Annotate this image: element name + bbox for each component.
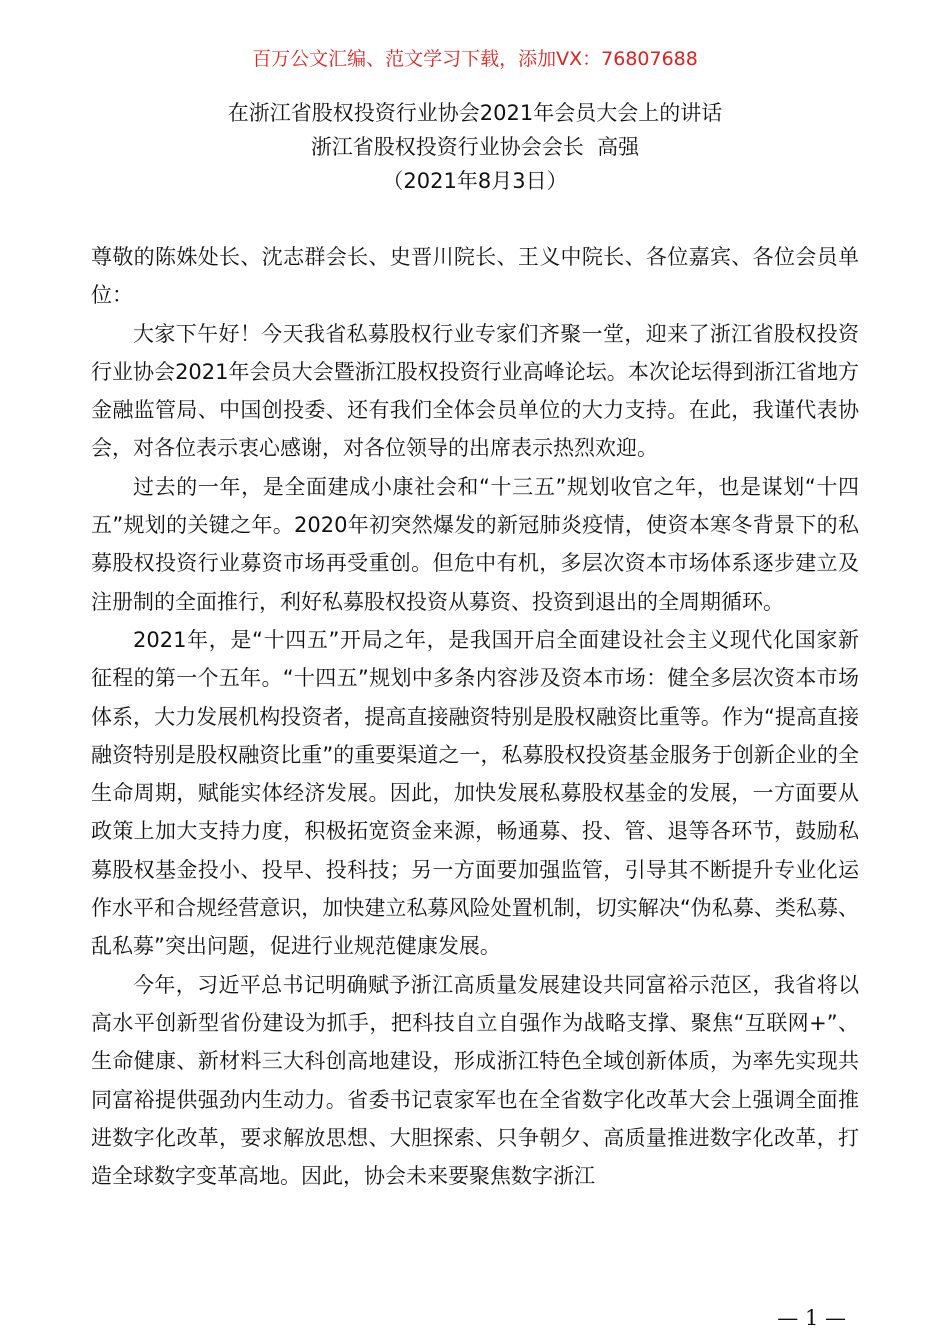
promo-banner: 百万公文汇编、范文学习下载，添加VX：76807688 — [252, 48, 698, 70]
body-paragraph: 过去的一年，是全面建成小康社会和“十三五”规划收官之年，也是谋划“十四五”规划的关键之年。2020年初突然爆发的新冠肺炎疫情，使资本寒冬背景下的私募股权投资行业募资市场再受重创。但危中有机，多层次资本市场体系逐步建立及注册制的全面推行，利好私募股权投资从募资、投资到退出的全周期循环。 — [91, 474, 859, 614]
speech-date: （2021年8月3日） — [382, 169, 568, 193]
body-paragraph: 大家下午好！今天我省私募股权行业专家们齐聚一堂，迎来了浙江省股权投资行业协会2021年会员大会暨浙江股权投资行业高峰论坛。本次论坛得到浙江省地方金融监管局、中国创投委、还有我们全体会员单位的大力支持。在此，我谨代表协会，对各位表示衷心感谢，对各位领导的出席表示热烈欢迎。 — [91, 321, 859, 461]
body-paragraph: 今年，习近平总书记明确赋予浙江高质量发展建设共同富裕示范区，我省将以高水平创新型省份建设为抓手，把科技自立自强作为战略支撑、聚焦“互联网+”、生命健康、新材料三大科创高地建设，形成浙江特色全域创新体质，为率先实现共同富裕提供强劲内生动力。省委书记袁家军也在全省数字化改革大会上强调全面推进数字化改革，要求解放思想、大胆探索、只争朝夕、高质量推进数字化改革，打造全球数字变革高地。因此，协会未来要聚焦数字浙江 — [91, 972, 859, 1189]
speech-title-block — [0, 96, 950, 198]
speech-title: 在浙江省股权投资行业协会2021年会员大会上的讲话 — [227, 101, 723, 125]
speaker-line: 浙江省股权投资行业协会会长 高强 — [310, 135, 640, 159]
salutation-paragraph: 尊敬的陈姝处长、沈志群会长、史晋川院长、王义中院长、各位嘉宾、各位会员单位： — [91, 245, 859, 308]
body-paragraph: 2021年，是“十四五”开局之年，是我国开启全面建设社会主义现代化国家新征程的第一个五年。“十四五”规划中多条内容涉及资本市场：健全多层次资本市场体系，大力发展机构投资者，提高直接融资特别是股权融资比重等。作为“提高直接融资特别是股权融资比重”的重要渠道之一，私募股权投资基金服务于创新企业的全生命周期，赋能实体经济发展。因此，加快发展私募股权基金的发展，一方面要从政策上加大支持力度，积极拓宽资金来源，畅通募、投、管、退等各环节，鼓励私募股权基金投小、投早、投科技；另一方面要加强监管，引导其不断提升专业化运作水平和合规经营意识，加快建立私募风险处置机制，切实解决“伪私募、类私募、乱私募”突出问题，促进行业规范健康发展。 — [91, 627, 859, 959]
speech-body — [91, 238, 859, 1195]
page-number: — 1 — — [777, 1306, 846, 1330]
